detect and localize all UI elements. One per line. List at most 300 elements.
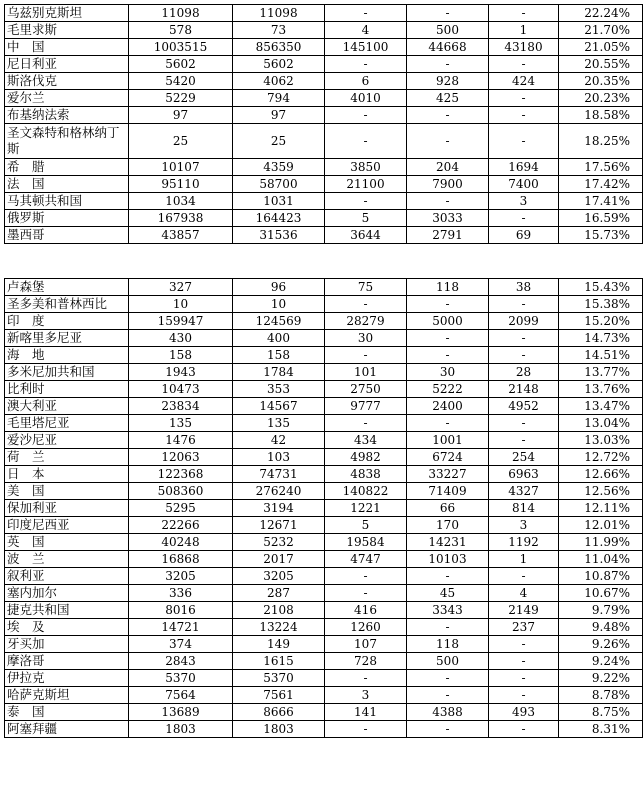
- value-col4-cell: 3343: [407, 602, 489, 619]
- percentage-cell: 20.23%: [559, 90, 643, 107]
- value-col4-cell: -: [407, 193, 489, 210]
- total-value-cell: 5295: [129, 500, 233, 517]
- value-col4-cell: 500: [407, 653, 489, 670]
- total-value-cell: 374: [129, 636, 233, 653]
- table-row: [5, 73, 643, 90]
- table-block-bottom: [4, 278, 630, 738]
- table-row: [5, 687, 643, 704]
- country-name-cell: 比利时: [5, 381, 129, 398]
- value-col3-cell: -: [325, 193, 407, 210]
- country-name-cell: 爱尔兰: [5, 90, 129, 107]
- table-row: [5, 176, 643, 193]
- value-col3-cell: -: [325, 585, 407, 602]
- value-col4-cell: 928: [407, 73, 489, 90]
- value-col2-cell: 31536: [233, 227, 325, 244]
- value-col5-cell: -: [489, 210, 559, 227]
- table-row: [5, 398, 643, 415]
- country-name-cell: 摩洛哥: [5, 653, 129, 670]
- value-col3-cell: 141: [325, 704, 407, 721]
- table-row: [5, 227, 643, 244]
- table-row: [5, 636, 643, 653]
- value-col5-cell: 237: [489, 619, 559, 636]
- statistics-table-page: [4, 4, 630, 784]
- value-col2-cell: 1031: [233, 193, 325, 210]
- value-col3-cell: 9777: [325, 398, 407, 415]
- value-col3-cell: 28279: [325, 313, 407, 330]
- percentage-cell: 18.25%: [559, 124, 643, 159]
- country-name-cell: 圣多美和普林西比: [5, 296, 129, 313]
- country-name-cell: 印度尼西亚: [5, 517, 129, 534]
- country-name-cell: 毛里塔尼亚: [5, 415, 129, 432]
- value-col2-cell: 353: [233, 381, 325, 398]
- value-col3-cell: -: [325, 124, 407, 159]
- value-col3-cell: 1260: [325, 619, 407, 636]
- table-row: [5, 381, 643, 398]
- value-col2-cell: 74731: [233, 466, 325, 483]
- value-col4-cell: -: [407, 330, 489, 347]
- country-name-cell: 毛里求斯: [5, 22, 129, 39]
- value-col2-cell: 4359: [233, 159, 325, 176]
- value-col5-cell: -: [489, 670, 559, 687]
- value-col5-cell: 2149: [489, 602, 559, 619]
- table-row: [5, 585, 643, 602]
- table-row: [5, 364, 643, 381]
- value-col3-cell: -: [325, 568, 407, 585]
- value-col3-cell: 75: [325, 279, 407, 296]
- total-value-cell: 5370: [129, 670, 233, 687]
- value-col4-cell: -: [407, 107, 489, 124]
- value-col4-cell: -: [407, 619, 489, 636]
- value-col3-cell: 4747: [325, 551, 407, 568]
- value-col4-cell: -: [407, 721, 489, 738]
- value-col2-cell: 96: [233, 279, 325, 296]
- table-row: [5, 5, 643, 22]
- value-col2-cell: 58700: [233, 176, 325, 193]
- percentage-cell: 20.35%: [559, 73, 643, 90]
- country-name-cell: 阿塞拜疆: [5, 721, 129, 738]
- value-col5-cell: 4952: [489, 398, 559, 415]
- value-col2-cell: 164423: [233, 210, 325, 227]
- table-row: [5, 313, 643, 330]
- percentage-cell: 9.48%: [559, 619, 643, 636]
- value-col4-cell: 7900: [407, 176, 489, 193]
- country-name-cell: 希 腊: [5, 159, 129, 176]
- table-row: [5, 347, 643, 364]
- value-col5-cell: -: [489, 5, 559, 22]
- percentage-cell: 21.70%: [559, 22, 643, 39]
- value-col3-cell: 145100: [325, 39, 407, 56]
- value-col2-cell: 25: [233, 124, 325, 159]
- total-value-cell: 1003515: [129, 39, 233, 56]
- percentage-cell: 17.41%: [559, 193, 643, 210]
- country-name-cell: 捷克共和国: [5, 602, 129, 619]
- value-col4-cell: 425: [407, 90, 489, 107]
- percentage-cell: 13.03%: [559, 432, 643, 449]
- value-col5-cell: 1192: [489, 534, 559, 551]
- country-name-cell: 英 国: [5, 534, 129, 551]
- value-col2-cell: 103: [233, 449, 325, 466]
- country-name-cell: 保加利亚: [5, 500, 129, 517]
- percentage-cell: 18.58%: [559, 107, 643, 124]
- total-value-cell: 327: [129, 279, 233, 296]
- total-value-cell: 23834: [129, 398, 233, 415]
- country-name-cell: 多米尼加共和国: [5, 364, 129, 381]
- value-col4-cell: -: [407, 347, 489, 364]
- percentage-cell: 12.01%: [559, 517, 643, 534]
- country-name-cell: 爱沙尼亚: [5, 432, 129, 449]
- value-col3-cell: 4982: [325, 449, 407, 466]
- table-row: [5, 432, 643, 449]
- value-col4-cell: -: [407, 296, 489, 313]
- country-name-cell: 圣文森特和格林纳丁斯: [5, 124, 129, 159]
- table-row: [5, 210, 643, 227]
- table-row: [5, 56, 643, 73]
- percentage-cell: 12.66%: [559, 466, 643, 483]
- table-body-top: [5, 5, 643, 244]
- table-row: [5, 90, 643, 107]
- total-value-cell: 508360: [129, 483, 233, 500]
- value-col4-cell: 118: [407, 279, 489, 296]
- value-col4-cell: 14231: [407, 534, 489, 551]
- value-col2-cell: 1803: [233, 721, 325, 738]
- value-col5-cell: 43180: [489, 39, 559, 56]
- value-col4-cell: 5222: [407, 381, 489, 398]
- percentage-cell: 15.20%: [559, 313, 643, 330]
- country-name-cell: 叙利亚: [5, 568, 129, 585]
- value-col4-cell: -: [407, 687, 489, 704]
- value-col5-cell: 424: [489, 73, 559, 90]
- percentage-cell: 15.43%: [559, 279, 643, 296]
- country-name-cell: 尼日利亚: [5, 56, 129, 73]
- value-col3-cell: -: [325, 347, 407, 364]
- table-body-bottom: [5, 279, 643, 738]
- total-value-cell: 159947: [129, 313, 233, 330]
- table-row: [5, 517, 643, 534]
- value-col5-cell: -: [489, 687, 559, 704]
- percentage-cell: 13.77%: [559, 364, 643, 381]
- value-col5-cell: -: [489, 432, 559, 449]
- total-value-cell: 167938: [129, 210, 233, 227]
- value-col4-cell: 2791: [407, 227, 489, 244]
- value-col5-cell: 2099: [489, 313, 559, 330]
- table-row: [5, 483, 643, 500]
- value-col2-cell: 2108: [233, 602, 325, 619]
- table-row: [5, 602, 643, 619]
- percentage-cell: 8.31%: [559, 721, 643, 738]
- total-value-cell: 135: [129, 415, 233, 432]
- percentage-cell: 13.47%: [559, 398, 643, 415]
- table-row: [5, 22, 643, 39]
- percentage-cell: 11.99%: [559, 534, 643, 551]
- percentage-cell: 13.76%: [559, 381, 643, 398]
- value-col4-cell: -: [407, 670, 489, 687]
- total-value-cell: 1034: [129, 193, 233, 210]
- total-value-cell: 122368: [129, 466, 233, 483]
- value-col5-cell: -: [489, 107, 559, 124]
- percentage-cell: 14.73%: [559, 330, 643, 347]
- value-col5-cell: -: [489, 653, 559, 670]
- value-col3-cell: 728: [325, 653, 407, 670]
- value-col4-cell: 118: [407, 636, 489, 653]
- percentage-cell: 22.24%: [559, 5, 643, 22]
- value-col4-cell: 71409: [407, 483, 489, 500]
- percentage-cell: 10.67%: [559, 585, 643, 602]
- table-row: [5, 330, 643, 347]
- value-col5-cell: 3: [489, 517, 559, 534]
- value-col5-cell: -: [489, 415, 559, 432]
- table-row: [5, 670, 643, 687]
- value-col2-cell: 287: [233, 585, 325, 602]
- total-value-cell: 22266: [129, 517, 233, 534]
- percentage-cell: 8.75%: [559, 704, 643, 721]
- value-col5-cell: 814: [489, 500, 559, 517]
- value-col2-cell: 158: [233, 347, 325, 364]
- value-col2-cell: 135: [233, 415, 325, 432]
- value-col4-cell: -: [407, 56, 489, 73]
- table-row: [5, 124, 643, 159]
- value-col4-cell: 44668: [407, 39, 489, 56]
- total-value-cell: 14721: [129, 619, 233, 636]
- value-col4-cell: -: [407, 415, 489, 432]
- table-row: [5, 619, 643, 636]
- total-value-cell: 430: [129, 330, 233, 347]
- percentage-cell: 9.22%: [559, 670, 643, 687]
- total-value-cell: 25: [129, 124, 233, 159]
- percentage-cell: 12.11%: [559, 500, 643, 517]
- value-col4-cell: 4388: [407, 704, 489, 721]
- total-value-cell: 7564: [129, 687, 233, 704]
- value-col5-cell: 4: [489, 585, 559, 602]
- country-name-cell: 埃 及: [5, 619, 129, 636]
- value-col5-cell: 3: [489, 193, 559, 210]
- data-table-bottom: [4, 278, 643, 738]
- value-col2-cell: 97: [233, 107, 325, 124]
- value-col3-cell: 5: [325, 210, 407, 227]
- value-col2-cell: 5232: [233, 534, 325, 551]
- value-col3-cell: 6: [325, 73, 407, 90]
- table-block-top: [4, 4, 630, 244]
- total-value-cell: 10: [129, 296, 233, 313]
- value-col3-cell: 140822: [325, 483, 407, 500]
- value-col3-cell: 2750: [325, 381, 407, 398]
- total-value-cell: 11098: [129, 5, 233, 22]
- country-name-cell: 伊拉克: [5, 670, 129, 687]
- country-name-cell: 卢森堡: [5, 279, 129, 296]
- data-table-top: [4, 4, 643, 244]
- value-col2-cell: 73: [233, 22, 325, 39]
- value-col2-cell: 12671: [233, 517, 325, 534]
- value-col4-cell: 66: [407, 500, 489, 517]
- value-col2-cell: 8666: [233, 704, 325, 721]
- value-col4-cell: 500: [407, 22, 489, 39]
- table-row: [5, 296, 643, 313]
- country-name-cell: 牙买加: [5, 636, 129, 653]
- country-name-cell: 印 度: [5, 313, 129, 330]
- percentage-cell: 12.56%: [559, 483, 643, 500]
- percentage-cell: 10.87%: [559, 568, 643, 585]
- value-col4-cell: 2400: [407, 398, 489, 415]
- value-col3-cell: -: [325, 721, 407, 738]
- value-col2-cell: 4062: [233, 73, 325, 90]
- country-name-cell: 布基纳法索: [5, 107, 129, 124]
- value-col2-cell: 2017: [233, 551, 325, 568]
- value-col4-cell: 3033: [407, 210, 489, 227]
- percentage-cell: 15.73%: [559, 227, 643, 244]
- value-col3-cell: 434: [325, 432, 407, 449]
- table-row: [5, 159, 643, 176]
- total-value-cell: 5229: [129, 90, 233, 107]
- value-col5-cell: -: [489, 56, 559, 73]
- value-col2-cell: 5602: [233, 56, 325, 73]
- percentage-cell: 20.55%: [559, 56, 643, 73]
- percentage-cell: 14.51%: [559, 347, 643, 364]
- value-col4-cell: 6724: [407, 449, 489, 466]
- percentage-cell: 15.38%: [559, 296, 643, 313]
- table-row: [5, 534, 643, 551]
- total-value-cell: 40248: [129, 534, 233, 551]
- value-col2-cell: 3205: [233, 568, 325, 585]
- country-name-cell: 哈萨克斯坦: [5, 687, 129, 704]
- value-col4-cell: 30: [407, 364, 489, 381]
- value-col4-cell: 45: [407, 585, 489, 602]
- value-col5-cell: 1694: [489, 159, 559, 176]
- value-col2-cell: 856350: [233, 39, 325, 56]
- value-col5-cell: -: [489, 568, 559, 585]
- value-col5-cell: -: [489, 296, 559, 313]
- total-value-cell: 97: [129, 107, 233, 124]
- total-value-cell: 5420: [129, 73, 233, 90]
- country-name-cell: 斯洛伐克: [5, 73, 129, 90]
- value-col3-cell: 3644: [325, 227, 407, 244]
- table-row: [5, 653, 643, 670]
- value-col2-cell: 1615: [233, 653, 325, 670]
- value-col3-cell: 19584: [325, 534, 407, 551]
- total-value-cell: 12063: [129, 449, 233, 466]
- country-name-cell: 塞内加尔: [5, 585, 129, 602]
- value-col3-cell: -: [325, 5, 407, 22]
- total-value-cell: 8016: [129, 602, 233, 619]
- value-col5-cell: 493: [489, 704, 559, 721]
- value-col2-cell: 124569: [233, 313, 325, 330]
- table-row: [5, 551, 643, 568]
- percentage-cell: 12.72%: [559, 449, 643, 466]
- country-name-cell: 新喀里多尼亚: [5, 330, 129, 347]
- value-col4-cell: -: [407, 5, 489, 22]
- total-value-cell: 13689: [129, 704, 233, 721]
- table-row: [5, 500, 643, 517]
- value-col5-cell: -: [489, 124, 559, 159]
- country-name-cell: 泰 国: [5, 704, 129, 721]
- value-col3-cell: 5: [325, 517, 407, 534]
- value-col3-cell: 101: [325, 364, 407, 381]
- country-name-cell: 法 国: [5, 176, 129, 193]
- percentage-cell: 17.42%: [559, 176, 643, 193]
- value-col3-cell: 4: [325, 22, 407, 39]
- total-value-cell: 158: [129, 347, 233, 364]
- value-col5-cell: 1: [489, 551, 559, 568]
- table-row: [5, 704, 643, 721]
- table-row: [5, 449, 643, 466]
- percentage-cell: 9.24%: [559, 653, 643, 670]
- value-col3-cell: 107: [325, 636, 407, 653]
- total-value-cell: 95110: [129, 176, 233, 193]
- value-col2-cell: 11098: [233, 5, 325, 22]
- value-col3-cell: 21100: [325, 176, 407, 193]
- value-col5-cell: -: [489, 90, 559, 107]
- value-col2-cell: 794: [233, 90, 325, 107]
- value-col4-cell: 33227: [407, 466, 489, 483]
- value-col2-cell: 5370: [233, 670, 325, 687]
- value-col3-cell: 3850: [325, 159, 407, 176]
- value-col5-cell: -: [489, 347, 559, 364]
- total-value-cell: 43857: [129, 227, 233, 244]
- total-value-cell: 3205: [129, 568, 233, 585]
- table-row: [5, 107, 643, 124]
- value-col5-cell: 69: [489, 227, 559, 244]
- country-name-cell: 波 兰: [5, 551, 129, 568]
- country-name-cell: 俄罗斯: [5, 210, 129, 227]
- value-col2-cell: 276240: [233, 483, 325, 500]
- value-col2-cell: 13224: [233, 619, 325, 636]
- value-col5-cell: 254: [489, 449, 559, 466]
- value-col4-cell: -: [407, 568, 489, 585]
- value-col5-cell: 6963: [489, 466, 559, 483]
- percentage-cell: 21.05%: [559, 39, 643, 56]
- total-value-cell: 16868: [129, 551, 233, 568]
- table-row: [5, 279, 643, 296]
- value-col2-cell: 42: [233, 432, 325, 449]
- value-col2-cell: 10: [233, 296, 325, 313]
- percentage-cell: 8.78%: [559, 687, 643, 704]
- country-name-cell: 澳大利亚: [5, 398, 129, 415]
- table-row: [5, 721, 643, 738]
- country-name-cell: 日 本: [5, 466, 129, 483]
- total-value-cell: 578: [129, 22, 233, 39]
- percentage-cell: 17.56%: [559, 159, 643, 176]
- table-row: [5, 568, 643, 585]
- value-col5-cell: -: [489, 721, 559, 738]
- value-col2-cell: 1784: [233, 364, 325, 381]
- value-col5-cell: 7400: [489, 176, 559, 193]
- value-col5-cell: 4327: [489, 483, 559, 500]
- value-col2-cell: 14567: [233, 398, 325, 415]
- value-col2-cell: 149: [233, 636, 325, 653]
- total-value-cell: 1476: [129, 432, 233, 449]
- value-col3-cell: 4838: [325, 466, 407, 483]
- value-col5-cell: 1: [489, 22, 559, 39]
- country-name-cell: 乌兹别克斯坦: [5, 5, 129, 22]
- total-value-cell: 2843: [129, 653, 233, 670]
- value-col3-cell: 1221: [325, 500, 407, 517]
- value-col2-cell: 3194: [233, 500, 325, 517]
- country-name-cell: 墨西哥: [5, 227, 129, 244]
- value-col5-cell: -: [489, 330, 559, 347]
- value-col3-cell: -: [325, 56, 407, 73]
- value-col5-cell: 28: [489, 364, 559, 381]
- country-name-cell: 美 国: [5, 483, 129, 500]
- total-value-cell: 1943: [129, 364, 233, 381]
- value-col3-cell: -: [325, 670, 407, 687]
- value-col3-cell: 4010: [325, 90, 407, 107]
- value-col5-cell: -: [489, 636, 559, 653]
- percentage-cell: 9.79%: [559, 602, 643, 619]
- country-name-cell: 海 地: [5, 347, 129, 364]
- value-col4-cell: -: [407, 124, 489, 159]
- country-name-cell: 马其顿共和国: [5, 193, 129, 210]
- value-col3-cell: 416: [325, 602, 407, 619]
- value-col4-cell: 170: [407, 517, 489, 534]
- value-col3-cell: -: [325, 415, 407, 432]
